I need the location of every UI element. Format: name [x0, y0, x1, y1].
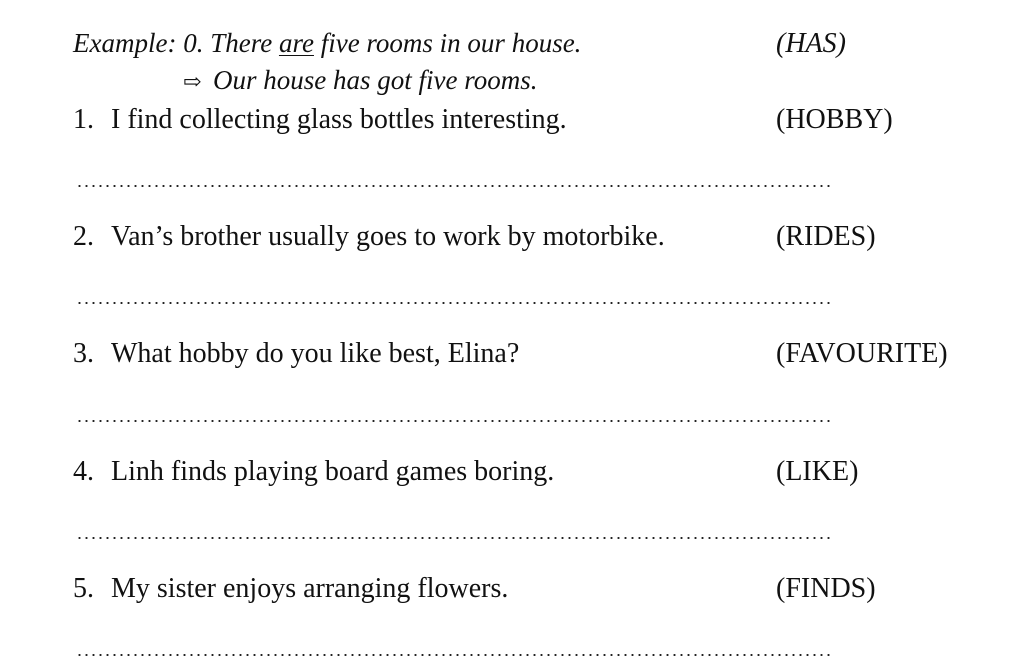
example-prefix: Example: 0. There — [73, 28, 279, 58]
answer-blank-2[interactable] — [76, 302, 831, 304]
arrow-right-icon: ⇨ — [183, 69, 202, 94]
question-5 — [73, 573, 508, 605]
example-suffix: five rooms in our house. — [313, 28, 582, 58]
answer-blank-3[interactable] — [76, 420, 831, 422]
answer-blank-5[interactable] — [76, 654, 831, 656]
question-1-keyword: (HOBBY) — [776, 104, 893, 135]
question-4 — [73, 456, 554, 488]
answer-blank-1[interactable] — [76, 185, 831, 187]
question-text: What hobby do you like best, Elina? — [111, 338, 520, 369]
example-answer — [183, 65, 538, 96]
example-keyword: (HAS) — [776, 28, 846, 59]
question-1 — [73, 104, 567, 136]
example-underlined-word: are — [278, 28, 314, 58]
question-number: 1. — [73, 104, 94, 135]
answer-blank-4[interactable] — [76, 537, 831, 539]
example-answer-text: Our house has got five rooms. — [213, 65, 538, 95]
question-2-keyword: (RIDES) — [776, 221, 876, 252]
question-number: 4. — [73, 456, 94, 487]
question-4-keyword: (LIKE) — [776, 456, 859, 487]
question-2 — [73, 221, 665, 253]
question-text: I find collecting glass bottles interesting. — [111, 104, 567, 135]
question-text: My sister enjoys arranging flowers. — [111, 573, 509, 604]
question-number: 3. — [73, 338, 94, 369]
question-5-keyword: (FINDS) — [776, 573, 876, 604]
question-3-keyword: (FAVOURITE) — [776, 338, 948, 369]
question-number: 5. — [73, 573, 94, 604]
question-text: Van’s brother usually goes to work by motorbike. — [111, 221, 665, 252]
question-text: Linh finds playing board games boring. — [111, 456, 555, 487]
question-3 — [73, 338, 519, 370]
example-sentence — [73, 28, 581, 59]
question-number: 2. — [73, 221, 94, 252]
